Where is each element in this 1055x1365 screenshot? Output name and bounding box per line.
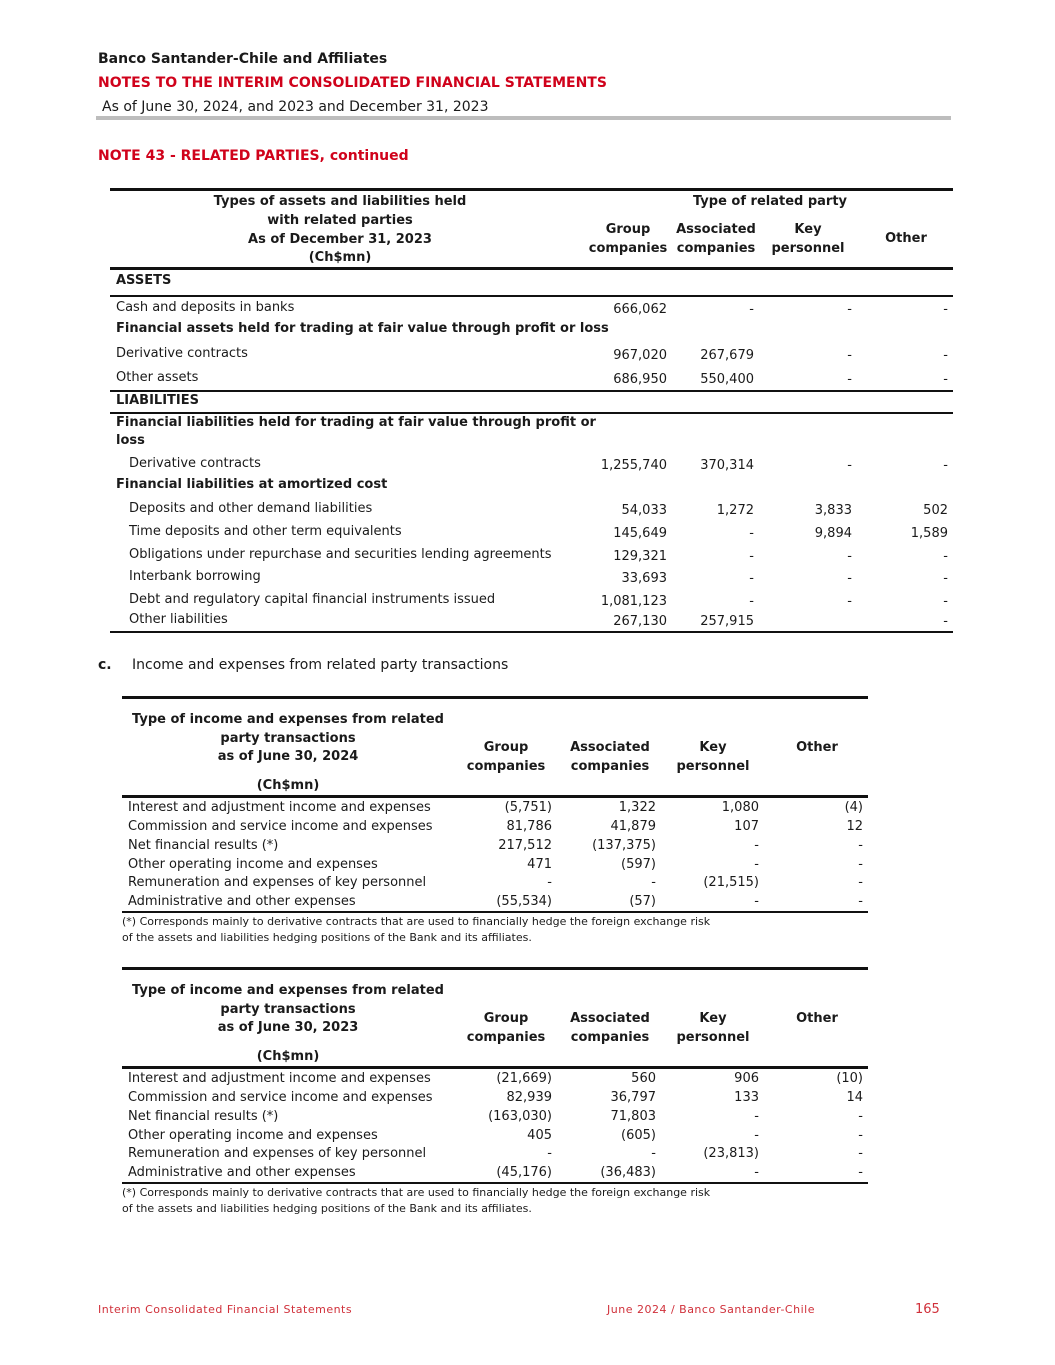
row-value: - [749, 571, 754, 586]
row-value: 54,033 [621, 503, 667, 518]
row-value: (5,751) [504, 800, 552, 815]
header-bottom-rule [122, 1066, 868, 1069]
column-header: companies [466, 759, 546, 774]
row-value: - [847, 348, 852, 363]
footnote-line: (*) Corresponds mainly to derivative contracts that are used to financially hedge the foreign exchange risk [122, 915, 711, 928]
row-value: 471 [527, 857, 552, 872]
row-value: (4) [844, 800, 863, 815]
row-label: ASSETS [116, 273, 172, 288]
period-subtitle: As of June 30, 2024, and 2023 and December 31, 2023 [102, 99, 489, 115]
column-header: personnel [676, 1030, 750, 1045]
table-title-line: as of June 30, 2024 [217, 749, 359, 764]
column-header: Group [483, 740, 529, 755]
table-title-line: (Ch$mn) [256, 778, 320, 793]
row-value: (21,515) [703, 875, 759, 890]
row-value: 1,322 [618, 800, 656, 815]
page-number: 165 [915, 1302, 940, 1317]
row-label: Net financial results (*) [128, 1109, 279, 1124]
row-value: (163,030) [488, 1109, 552, 1124]
note-title: NOTE 43 - RELATED PARTIES, continued [98, 148, 409, 164]
row-label: Other assets [116, 370, 199, 385]
row-value: 1,255,740 [600, 458, 667, 473]
row-value: - [547, 1146, 552, 1161]
row-value: 502 [923, 503, 948, 518]
row-value: - [749, 302, 754, 317]
row-value: - [847, 302, 852, 317]
company-name: Banco Santander-Chile and Affiliates [98, 51, 388, 67]
row-value: - [943, 372, 948, 387]
row-value: 550,400 [700, 372, 754, 387]
table-title-line: Types of assets and liabilities held [213, 194, 467, 209]
footer-left: Interim Consolidated Financial Statements [98, 1303, 353, 1316]
row-value: (55,534) [496, 894, 552, 909]
row-value: 906 [734, 1071, 759, 1086]
row-label: Interest and adjustment income and expenses [128, 800, 431, 815]
footnote-line: (*) Corresponds mainly to derivative contracts that are used to financially hedge the foreign exchange risk [122, 1186, 711, 1199]
row-value: (45,176) [496, 1165, 552, 1180]
column-header: companies [570, 1030, 650, 1045]
table-title-line: (Ch$mn) [256, 1049, 320, 1064]
row-value: 370,314 [700, 458, 754, 473]
notes-title: NOTES TO THE INTERIM CONSOLIDATED FINANCIAL STATEMENTS [98, 75, 607, 91]
row-value: 133 [734, 1090, 759, 1105]
row-value: - [943, 458, 948, 473]
row-value: 41,879 [610, 819, 656, 834]
row-value: - [749, 549, 754, 564]
row-value: 1,080 [721, 800, 759, 815]
table-title-line: (Ch$mn) [308, 250, 372, 265]
row-value: 686,950 [613, 372, 667, 387]
column-header: Key [699, 740, 727, 755]
row-value: - [754, 1165, 759, 1180]
row-value: - [749, 526, 754, 541]
row-value: - [858, 838, 863, 853]
section-letter: c. [98, 657, 112, 673]
row-value: (57) [629, 894, 656, 909]
row-value: 107 [734, 819, 759, 834]
table-title-line: Type of income and expenses from related [132, 983, 444, 998]
column-header: companies [570, 759, 650, 774]
table-title-line: as of June 30, 2023 [217, 1020, 359, 1035]
row-value: - [847, 549, 852, 564]
row-value: - [754, 857, 759, 872]
section-title: Income and expenses from related party transactions [132, 657, 509, 673]
row-label: Debt and regulatory capital financial instruments issued [129, 592, 496, 607]
row-label: Other liabilities [129, 612, 228, 627]
row-value: - [858, 1146, 863, 1161]
header-divider [96, 116, 951, 120]
row-value: 560 [631, 1071, 656, 1086]
row-value: - [754, 1109, 759, 1124]
row-value: - [943, 348, 948, 363]
row-value: - [754, 894, 759, 909]
row-value: - [858, 1109, 863, 1124]
column-header: Group [483, 1011, 529, 1026]
row-value: 257,915 [700, 614, 754, 629]
table-rule [110, 412, 953, 414]
row-label: Commission and service income and expenses [128, 1090, 433, 1105]
row-value: - [943, 549, 948, 564]
column-header: Associated [570, 1011, 650, 1026]
table-top-rule [110, 188, 953, 191]
row-value: 217,512 [498, 838, 552, 853]
row-value: - [847, 458, 852, 473]
row-label: Commission and service income and expenses [128, 819, 433, 834]
row-value: - [943, 594, 948, 609]
row-label: Financial liabilities at amortized cost [116, 477, 388, 492]
row-value: - [547, 875, 552, 890]
table-bottom-rule [110, 631, 953, 633]
table-top-rule [122, 696, 868, 699]
table-title-line: with related parties [267, 213, 413, 228]
row-label: LIABILITIES [116, 393, 199, 408]
row-value: - [858, 1165, 863, 1180]
row-value: 666,062 [613, 302, 667, 317]
footnote-line: of the assets and liabilities hedging positions of the Bank and its affiliates. [122, 1202, 532, 1215]
row-label: Cash and deposits in banks [116, 300, 295, 315]
column-header: personnel [771, 241, 845, 256]
table-bottom-rule [122, 911, 868, 913]
column-header: Key [794, 222, 822, 237]
row-value: 267,130 [613, 614, 667, 629]
row-label: Administrative and other expenses [128, 894, 356, 909]
table-title-line: Type of income and expenses from related [132, 712, 444, 727]
header-bottom-rule [110, 267, 953, 270]
row-label: Interbank borrowing [129, 569, 261, 584]
footer-center: June 2024 / Banco Santander-Chile [607, 1303, 815, 1316]
row-label: Net financial results (*) [128, 838, 279, 853]
row-value: 82,939 [506, 1090, 552, 1105]
column-header: Other [796, 1011, 838, 1026]
row-value: 36,797 [610, 1090, 656, 1105]
group-header: Type of related party [692, 194, 848, 209]
column-header: personnel [676, 759, 750, 774]
row-value: - [754, 838, 759, 853]
footnote-line: of the assets and liabilities hedging positions of the Bank and its affiliates. [122, 931, 532, 944]
row-value: 405 [527, 1128, 552, 1143]
row-value: - [858, 894, 863, 909]
row-value: - [651, 875, 656, 890]
row-value: (10) [836, 1071, 863, 1086]
table-bottom-rule [122, 1182, 868, 1184]
column-header: Associated [676, 222, 756, 237]
table-title-line: party transactions [220, 731, 356, 746]
row-value: - [754, 1128, 759, 1143]
row-value: - [749, 594, 754, 609]
row-value: - [858, 875, 863, 890]
row-value: (36,483) [600, 1165, 656, 1180]
row-value: 267,679 [700, 348, 754, 363]
column-header: companies [588, 241, 668, 256]
table-title-line: As of December 31, 2023 [248, 232, 432, 247]
row-label: Time deposits and other term equivalents [129, 524, 402, 539]
row-value: 1,589 [910, 526, 948, 541]
row-value: 145,649 [613, 526, 667, 541]
row-value: (23,813) [703, 1146, 759, 1161]
table-title-line: party transactions [220, 1002, 356, 1017]
row-value: - [858, 1128, 863, 1143]
row-value: 129,321 [613, 549, 667, 564]
row-value: - [858, 857, 863, 872]
row-label: Interest and adjustment income and expenses [128, 1071, 431, 1086]
table-rule [110, 390, 953, 392]
column-header: companies [676, 241, 756, 256]
row-value: 14 [846, 1090, 863, 1105]
row-value: 33,693 [621, 571, 667, 586]
row-label: Financial liabilities held for trading at fair value through profit or [116, 415, 596, 430]
column-header: Group [605, 222, 651, 237]
row-value: - [943, 614, 948, 629]
row-label: Administrative and other expenses [128, 1165, 356, 1180]
row-label: Derivative contracts [116, 346, 248, 361]
row-label: Deposits and other demand liabilities [129, 501, 373, 516]
row-value: 967,020 [613, 348, 667, 363]
row-value: - [651, 1146, 656, 1161]
row-label: Derivative contracts [129, 456, 261, 471]
table-rule [110, 295, 953, 297]
row-label: Other operating income and expenses [128, 1128, 378, 1143]
row-value: 9,894 [814, 526, 852, 541]
row-value: - [943, 571, 948, 586]
header-bottom-rule [122, 795, 868, 798]
row-value: 3,833 [814, 503, 852, 518]
row-value: - [847, 372, 852, 387]
column-header: Other [796, 740, 838, 755]
column-header: companies [466, 1030, 546, 1045]
row-label: Other operating income and expenses [128, 857, 378, 872]
row-label: loss [116, 433, 145, 448]
row-label: Financial assets held for trading at fair value through profit or loss [116, 321, 609, 336]
row-value: (597) [621, 857, 656, 872]
column-header: Associated [570, 740, 650, 755]
row-value: (605) [621, 1128, 656, 1143]
column-header: Key [699, 1011, 727, 1026]
row-value: 12 [846, 819, 863, 834]
row-label: Remuneration and expenses of key personnel [128, 875, 427, 890]
row-label: Obligations under repurchase and securities lending agreements [129, 547, 552, 562]
row-value: 1,081,123 [600, 594, 667, 609]
row-value: (137,375) [592, 838, 656, 853]
table-top-rule [122, 967, 868, 970]
row-value: - [847, 571, 852, 586]
row-value: - [943, 302, 948, 317]
column-header: Other [885, 231, 927, 246]
row-value: (21,669) [496, 1071, 552, 1086]
row-value: - [847, 594, 852, 609]
row-value: 81,786 [506, 819, 552, 834]
row-value: 71,803 [610, 1109, 656, 1124]
row-value: 1,272 [716, 503, 754, 518]
row-label: Remuneration and expenses of key personnel [128, 1146, 427, 1161]
